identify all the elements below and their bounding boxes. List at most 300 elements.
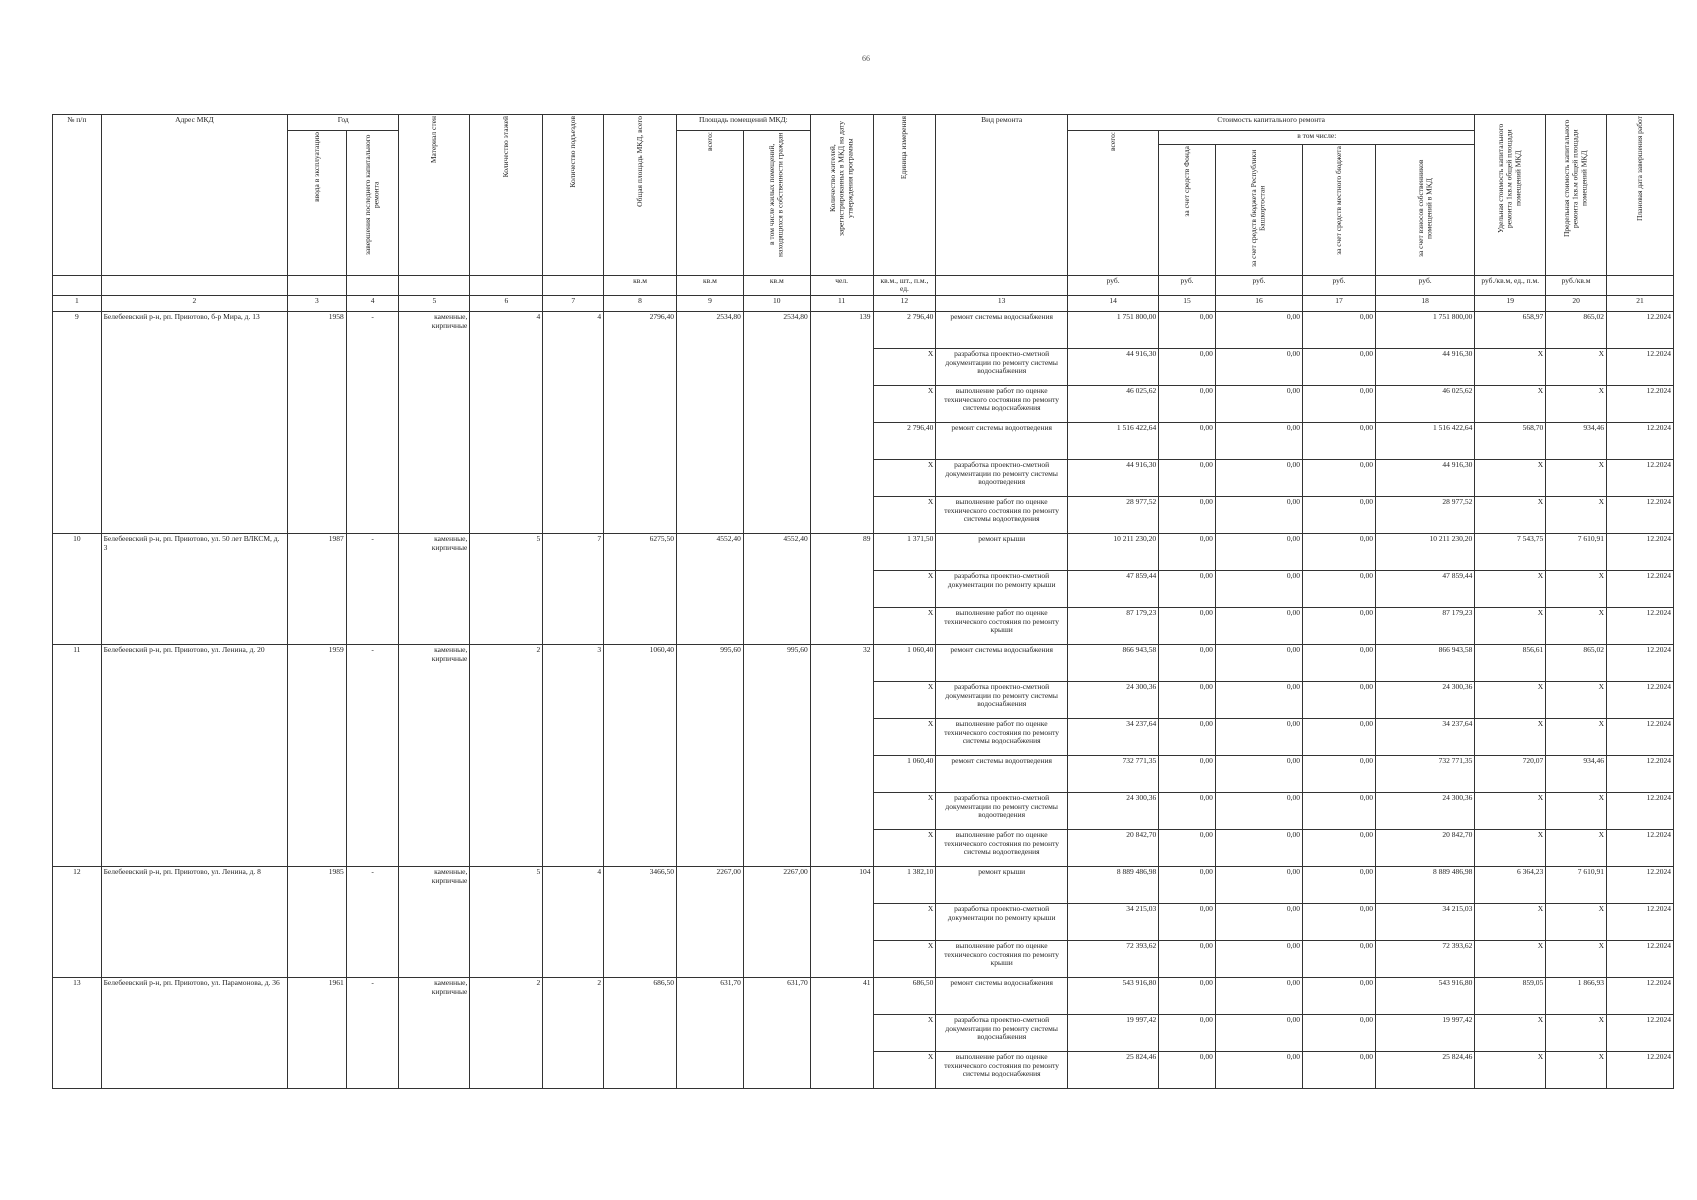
work-vol: X [873, 903, 936, 940]
work-mb: 0,00 [1303, 940, 1376, 977]
table-row [53, 866, 1674, 903]
column-number: 2 [101, 295, 287, 311]
unit-cell: руб. [1303, 275, 1376, 295]
header-year-commission: ввода в эксплуатацию [288, 131, 347, 276]
table-body [53, 311, 1674, 1088]
work-vol: X [873, 607, 936, 644]
work-max: X [1546, 940, 1607, 977]
work-total: 24 300,36 [1068, 681, 1159, 718]
building-residents: 139 [810, 311, 873, 533]
building-entrances: 7 [543, 533, 604, 644]
column-number: 3 [288, 295, 347, 311]
work-vol: X [873, 940, 936, 977]
column-number: 16 [1215, 295, 1302, 311]
work-mb: 0,00 [1303, 1051, 1376, 1088]
work-vol: 686,50 [873, 977, 936, 1014]
work-date: 12.2024 [1607, 866, 1674, 903]
work-mb: 0,00 [1303, 681, 1376, 718]
header-region-budget: за счет средств бюджета Республики Башкортостан [1215, 145, 1302, 276]
unit-cell [470, 275, 543, 295]
building-total-area: 2796,40 [604, 311, 677, 533]
header-repair-type: Вид ремонта [936, 115, 1068, 276]
work-own: 866 943,58 [1375, 644, 1474, 681]
work-type: ремонт системы водоотведения [936, 755, 1068, 792]
work-total: 20 842,70 [1068, 829, 1159, 866]
work-own: 44 916,30 [1375, 348, 1474, 385]
work-unit: X [1475, 496, 1546, 533]
work-mb: 0,00 [1303, 533, 1376, 570]
column-number: 4 [346, 295, 399, 311]
building-area-all: 995,60 [677, 644, 744, 866]
work-total: 44 916,30 [1068, 348, 1159, 385]
header-area-group: Площадь помещений МКД: [677, 115, 811, 131]
work-total: 34 237,64 [1068, 718, 1159, 755]
work-rb: 0,00 [1215, 533, 1302, 570]
building-num: 10 [53, 533, 102, 644]
work-date: 12.2024 [1607, 607, 1674, 644]
building-last-repair: - [346, 311, 399, 533]
work-total: 1 751 800,00 [1068, 311, 1159, 348]
column-number: 18 [1375, 295, 1474, 311]
work-rb: 0,00 [1215, 977, 1302, 1014]
page-number: 66 [862, 54, 870, 63]
column-number: 17 [1303, 295, 1376, 311]
work-rb: 0,00 [1215, 1014, 1302, 1051]
work-unit: X [1475, 829, 1546, 866]
work-own: 20 842,70 [1375, 829, 1474, 866]
units-row [53, 275, 1674, 295]
work-fund: 0,00 [1159, 940, 1216, 977]
work-vol: X [873, 348, 936, 385]
work-type: разработка проектно-сметной документации по ремонту крыши [936, 570, 1068, 607]
building-residents: 32 [810, 644, 873, 866]
building-area-res: 4552,40 [743, 533, 810, 644]
work-own: 72 393,62 [1375, 940, 1474, 977]
work-rb: 0,00 [1215, 496, 1302, 533]
work-rb: 0,00 [1215, 385, 1302, 422]
work-unit: 856,61 [1475, 644, 1546, 681]
work-date: 12.2024 [1607, 1051, 1674, 1088]
building-last-repair: - [346, 866, 399, 977]
work-mb: 0,00 [1303, 459, 1376, 496]
work-vol: 1 060,40 [873, 644, 936, 681]
work-vol: X [873, 792, 936, 829]
work-rb: 0,00 [1215, 607, 1302, 644]
work-own: 1 516 422,64 [1375, 422, 1474, 459]
work-unit: 658,97 [1475, 311, 1546, 348]
work-vol: 2 796,40 [873, 311, 936, 348]
work-total: 24 300,36 [1068, 792, 1159, 829]
work-type: ремонт системы водоснабжения [936, 644, 1068, 681]
work-rb: 0,00 [1215, 681, 1302, 718]
work-type: разработка проектно-сметной документации по ремонту системы водоснабжения [936, 681, 1068, 718]
building-residents: 104 [810, 866, 873, 977]
work-mb: 0,00 [1303, 718, 1376, 755]
work-mb: 0,00 [1303, 607, 1376, 644]
work-mb: 0,00 [1303, 829, 1376, 866]
building-floors: 4 [470, 311, 543, 533]
work-type: разработка проектно-сметной документации по ремонту системы водоснабжения [936, 348, 1068, 385]
column-number: 11 [810, 295, 873, 311]
work-unit: 720,07 [1475, 755, 1546, 792]
work-date: 12.2024 [1607, 718, 1674, 755]
work-fund: 0,00 [1159, 459, 1216, 496]
work-mb: 0,00 [1303, 866, 1376, 903]
header-material: Материал стен [399, 115, 470, 276]
work-vol: X [873, 570, 936, 607]
work-unit: X [1475, 940, 1546, 977]
work-type: ремонт крыши [936, 533, 1068, 570]
work-rb: 0,00 [1215, 940, 1302, 977]
building-num: 9 [53, 311, 102, 533]
building-area-all: 631,70 [677, 977, 744, 1088]
work-own: 8 889 486,98 [1375, 866, 1474, 903]
work-unit: X [1475, 348, 1546, 385]
column-number: 5 [399, 295, 470, 311]
work-mb: 0,00 [1303, 644, 1376, 681]
header-area-total: всего: [677, 131, 744, 276]
table-row [53, 644, 1674, 681]
work-own: 19 997,42 [1375, 1014, 1474, 1051]
unit-cell: кв.м [604, 275, 677, 295]
column-number: 1 [53, 295, 102, 311]
work-type: разработка проектно-сметной документации по ремонту системы водоснабжения [936, 1014, 1068, 1051]
work-type: выполнение работ по оценке технического состояния по ремонту системы водоотведения [936, 829, 1068, 866]
work-own: 28 977,52 [1375, 496, 1474, 533]
work-vol: X [873, 829, 936, 866]
work-date: 12.2024 [1607, 977, 1674, 1014]
header-address: Адрес МКД [101, 115, 287, 276]
unit-cell [936, 275, 1068, 295]
work-fund: 0,00 [1159, 792, 1216, 829]
work-mb: 0,00 [1303, 422, 1376, 459]
work-rb: 0,00 [1215, 829, 1302, 866]
work-vol: 1 060,40 [873, 755, 936, 792]
work-rb: 0,00 [1215, 755, 1302, 792]
work-rb: 0,00 [1215, 718, 1302, 755]
work-max: 865,02 [1546, 311, 1607, 348]
work-mb: 0,00 [1303, 755, 1376, 792]
work-max: X [1546, 829, 1607, 866]
unit-cell [1607, 275, 1674, 295]
work-date: 12.2024 [1607, 422, 1674, 459]
unit-cell [53, 275, 102, 295]
column-numbers-row [53, 295, 1674, 311]
work-own: 46 025,62 [1375, 385, 1474, 422]
header-max-cost: Предельная стоимость капитального ремонта 1кв.м общей площади помещений МКД [1546, 115, 1607, 276]
work-total: 44 916,30 [1068, 459, 1159, 496]
header-incl: в том числе: [1159, 131, 1475, 145]
work-type: выполнение работ по оценке технического состояния по ремонту системы водоснабжения [936, 718, 1068, 755]
work-type: выполнение работ по оценке технического состояния по ремонту системы водоотведения [936, 496, 1068, 533]
work-total: 28 977,52 [1068, 496, 1159, 533]
building-total-area: 686,50 [604, 977, 677, 1088]
work-mb: 0,00 [1303, 570, 1376, 607]
work-unit: X [1475, 903, 1546, 940]
work-own: 732 771,35 [1375, 755, 1474, 792]
work-fund: 0,00 [1159, 533, 1216, 570]
work-fund: 0,00 [1159, 348, 1216, 385]
work-total: 19 997,42 [1068, 1014, 1159, 1051]
work-max: X [1546, 1051, 1607, 1088]
work-date: 12.2024 [1607, 348, 1674, 385]
work-type: выполнение работ по оценке технического состояния по ремонту крыши [936, 940, 1068, 977]
table-row [53, 533, 1674, 570]
work-own: 10 211 230,20 [1375, 533, 1474, 570]
building-material: каменные, кирпичные [399, 866, 470, 977]
work-own: 34 215,03 [1375, 903, 1474, 940]
building-year: 1958 [288, 311, 347, 533]
building-last-repair: - [346, 977, 399, 1088]
work-max: 865,02 [1546, 644, 1607, 681]
work-vol: X [873, 496, 936, 533]
work-max: 934,46 [1546, 422, 1607, 459]
building-address: Белебеевский р-н, рп. Приютово, ул. Парамонова, д. 36 [101, 977, 287, 1088]
work-own: 34 237,64 [1375, 718, 1474, 755]
header-floors: Количество этажей [470, 115, 543, 276]
building-num: 11 [53, 644, 102, 866]
work-fund: 0,00 [1159, 829, 1216, 866]
work-max: X [1546, 903, 1607, 940]
column-number: 21 [1607, 295, 1674, 311]
building-residents: 41 [810, 977, 873, 1088]
work-mb: 0,00 [1303, 977, 1376, 1014]
work-rb: 0,00 [1215, 644, 1302, 681]
header-cost-group: Стоимость капитального ремонта [1068, 115, 1475, 131]
work-unit: 859,05 [1475, 977, 1546, 1014]
work-type: ремонт системы водоотведения [936, 422, 1068, 459]
unit-cell: руб. [1215, 275, 1302, 295]
header-deadline: Плановая дата завершения работ [1607, 115, 1674, 276]
building-area-res: 2534,80 [743, 311, 810, 533]
work-fund: 0,00 [1159, 311, 1216, 348]
work-vol: X [873, 459, 936, 496]
work-fund: 0,00 [1159, 385, 1216, 422]
unit-cell: руб. [1375, 275, 1474, 295]
work-vol: X [873, 681, 936, 718]
work-max: X [1546, 792, 1607, 829]
building-total-area: 6275,50 [604, 533, 677, 644]
unit-cell: руб. [1068, 275, 1159, 295]
building-area-all: 2534,80 [677, 311, 744, 533]
work-type: ремонт системы водоснабжения [936, 311, 1068, 348]
work-vol: 1 382,10 [873, 866, 936, 903]
building-material: каменные, кирпичные [399, 533, 470, 644]
building-year: 1985 [288, 866, 347, 977]
building-area-all: 4552,40 [677, 533, 744, 644]
work-unit: X [1475, 385, 1546, 422]
work-fund: 0,00 [1159, 570, 1216, 607]
column-number: 13 [936, 295, 1068, 311]
work-own: 87 179,23 [1375, 607, 1474, 644]
work-date: 12.2024 [1607, 311, 1674, 348]
building-floors: 2 [470, 977, 543, 1088]
work-rb: 0,00 [1215, 422, 1302, 459]
work-own: 25 824,46 [1375, 1051, 1474, 1088]
header-num: № п/п [53, 115, 102, 276]
work-max: X [1546, 459, 1607, 496]
building-material: каменные, кирпичные [399, 644, 470, 866]
work-unit: 7 543,75 [1475, 533, 1546, 570]
table-row [53, 311, 1674, 348]
work-total: 1 516 422,64 [1068, 422, 1159, 459]
building-address: Белебеевский р-н, рп. Приютово, б-р Мира, д. 13 [101, 311, 287, 533]
work-total: 866 943,58 [1068, 644, 1159, 681]
work-unit: X [1475, 570, 1546, 607]
work-date: 12.2024 [1607, 385, 1674, 422]
building-material: каменные, кирпичные [399, 977, 470, 1088]
work-fund: 0,00 [1159, 903, 1216, 940]
work-rb: 0,00 [1215, 348, 1302, 385]
column-number: 9 [677, 295, 744, 311]
unit-cell: руб./кв.м [1546, 275, 1607, 295]
work-fund: 0,00 [1159, 1014, 1216, 1051]
column-number: 12 [873, 295, 936, 311]
work-unit: X [1475, 607, 1546, 644]
header-area-residential: в том числе жилых помещений, находящихся в собственности граждан [743, 131, 810, 276]
unit-cell: кв.м., шт., п.м., ед. [873, 275, 936, 295]
work-own: 24 300,36 [1375, 792, 1474, 829]
work-date: 12.2024 [1607, 940, 1674, 977]
work-unit: X [1475, 1014, 1546, 1051]
work-max: X [1546, 718, 1607, 755]
work-mb: 0,00 [1303, 348, 1376, 385]
work-unit: 568,70 [1475, 422, 1546, 459]
work-unit: 6 364,23 [1475, 866, 1546, 903]
work-mb: 0,00 [1303, 792, 1376, 829]
work-total: 732 771,35 [1068, 755, 1159, 792]
work-fund: 0,00 [1159, 1051, 1216, 1088]
column-number: 7 [543, 295, 604, 311]
column-number: 20 [1546, 295, 1607, 311]
work-type: выполнение работ по оценке технического состояния по ремонту системы водоснабжения [936, 1051, 1068, 1088]
work-total: 543 916,80 [1068, 977, 1159, 1014]
work-fund: 0,00 [1159, 422, 1216, 459]
work-own: 24 300,36 [1375, 681, 1474, 718]
building-floors: 2 [470, 644, 543, 866]
building-floors: 5 [470, 533, 543, 644]
work-fund: 0,00 [1159, 607, 1216, 644]
header-cost-total: всего: [1068, 131, 1159, 276]
unit-cell [399, 275, 470, 295]
work-vol: 1 371,50 [873, 533, 936, 570]
header-fund: за счет средств Фонда [1159, 145, 1216, 276]
work-date: 12.2024 [1607, 644, 1674, 681]
work-vol: 2 796,40 [873, 422, 936, 459]
work-max: X [1546, 348, 1607, 385]
work-vol: X [873, 1014, 936, 1051]
work-own: 543 916,80 [1375, 977, 1474, 1014]
work-rb: 0,00 [1215, 903, 1302, 940]
work-own: 47 859,44 [1375, 570, 1474, 607]
work-mb: 0,00 [1303, 903, 1376, 940]
building-area-res: 2267,00 [743, 866, 810, 977]
work-total: 72 393,62 [1068, 940, 1159, 977]
header-local-budget: за счет средств местного бюджета [1303, 145, 1376, 276]
building-year: 1987 [288, 533, 347, 644]
building-last-repair: - [346, 533, 399, 644]
building-address: Белебеевский р-н, рп. Приютово, ул. Ленина, д. 8 [101, 866, 287, 977]
work-type: разработка проектно-сметной документации по ремонту крыши [936, 903, 1068, 940]
work-type: ремонт крыши [936, 866, 1068, 903]
work-total: 8 889 486,98 [1068, 866, 1159, 903]
work-mb: 0,00 [1303, 1014, 1376, 1051]
building-entrances: 3 [543, 644, 604, 866]
work-fund: 0,00 [1159, 977, 1216, 1014]
header-unit-cost: Удельная стоимость капитального ремонта 1кв.м общей площади помещений МКД [1475, 115, 1546, 276]
unit-cell [288, 275, 347, 295]
work-date: 12.2024 [1607, 681, 1674, 718]
unit-cell [543, 275, 604, 295]
work-max: 934,46 [1546, 755, 1607, 792]
work-type: разработка проектно-сметной документации по ремонту системы водоотведения [936, 459, 1068, 496]
work-date: 12.2024 [1607, 829, 1674, 866]
work-type: разработка проектно-сметной документации по ремонту системы водоотведения [936, 792, 1068, 829]
header-year-last-repair: завершения последнего капитального ремонта [346, 131, 399, 276]
building-area-all: 2267,00 [677, 866, 744, 977]
work-fund: 0,00 [1159, 866, 1216, 903]
unit-cell: чел. [810, 275, 873, 295]
building-year: 1959 [288, 644, 347, 866]
work-rb: 0,00 [1215, 570, 1302, 607]
work-date: 12.2024 [1607, 533, 1674, 570]
building-entrances: 2 [543, 977, 604, 1088]
building-year: 1961 [288, 977, 347, 1088]
table-row [53, 977, 1674, 1014]
work-max: 7 610,91 [1546, 866, 1607, 903]
building-entrances: 4 [543, 311, 604, 533]
work-vol: X [873, 1051, 936, 1088]
header-entrances: Количество подъездов [543, 115, 604, 276]
work-total: 34 215,03 [1068, 903, 1159, 940]
work-type: выполнение работ по оценке технического состояния по ремонту крыши [936, 607, 1068, 644]
work-total: 10 211 230,20 [1068, 533, 1159, 570]
work-rb: 0,00 [1215, 1051, 1302, 1088]
building-total-area: 1060,40 [604, 644, 677, 866]
work-vol: X [873, 385, 936, 422]
work-rb: 0,00 [1215, 866, 1302, 903]
work-max: X [1546, 681, 1607, 718]
unit-cell [346, 275, 399, 295]
work-unit: X [1475, 681, 1546, 718]
work-date: 12.2024 [1607, 496, 1674, 533]
header-total-area: Общая площадь МКД, всего [604, 115, 677, 276]
work-max: X [1546, 607, 1607, 644]
work-rb: 0,00 [1215, 792, 1302, 829]
work-mb: 0,00 [1303, 496, 1376, 533]
unit-cell: руб. [1159, 275, 1216, 295]
work-date: 12.2024 [1607, 1014, 1674, 1051]
work-max: X [1546, 385, 1607, 422]
column-number: 8 [604, 295, 677, 311]
work-type: выполнение работ по оценке технического состояния по ремонту системы водоснабжения [936, 385, 1068, 422]
column-number: 6 [470, 295, 543, 311]
header-year-group: Год [288, 115, 399, 131]
column-number: 19 [1475, 295, 1546, 311]
work-unit: X [1475, 718, 1546, 755]
work-total: 87 179,23 [1068, 607, 1159, 644]
work-max: X [1546, 570, 1607, 607]
header-unit: Единица измерения [873, 115, 936, 276]
work-fund: 0,00 [1159, 644, 1216, 681]
building-num: 12 [53, 866, 102, 977]
work-rb: 0,00 [1215, 459, 1302, 496]
unit-cell: кв.м [677, 275, 744, 295]
work-mb: 0,00 [1303, 385, 1376, 422]
column-number: 10 [743, 295, 810, 311]
unit-cell: кв.м [743, 275, 810, 295]
work-date: 12.2024 [1607, 459, 1674, 496]
